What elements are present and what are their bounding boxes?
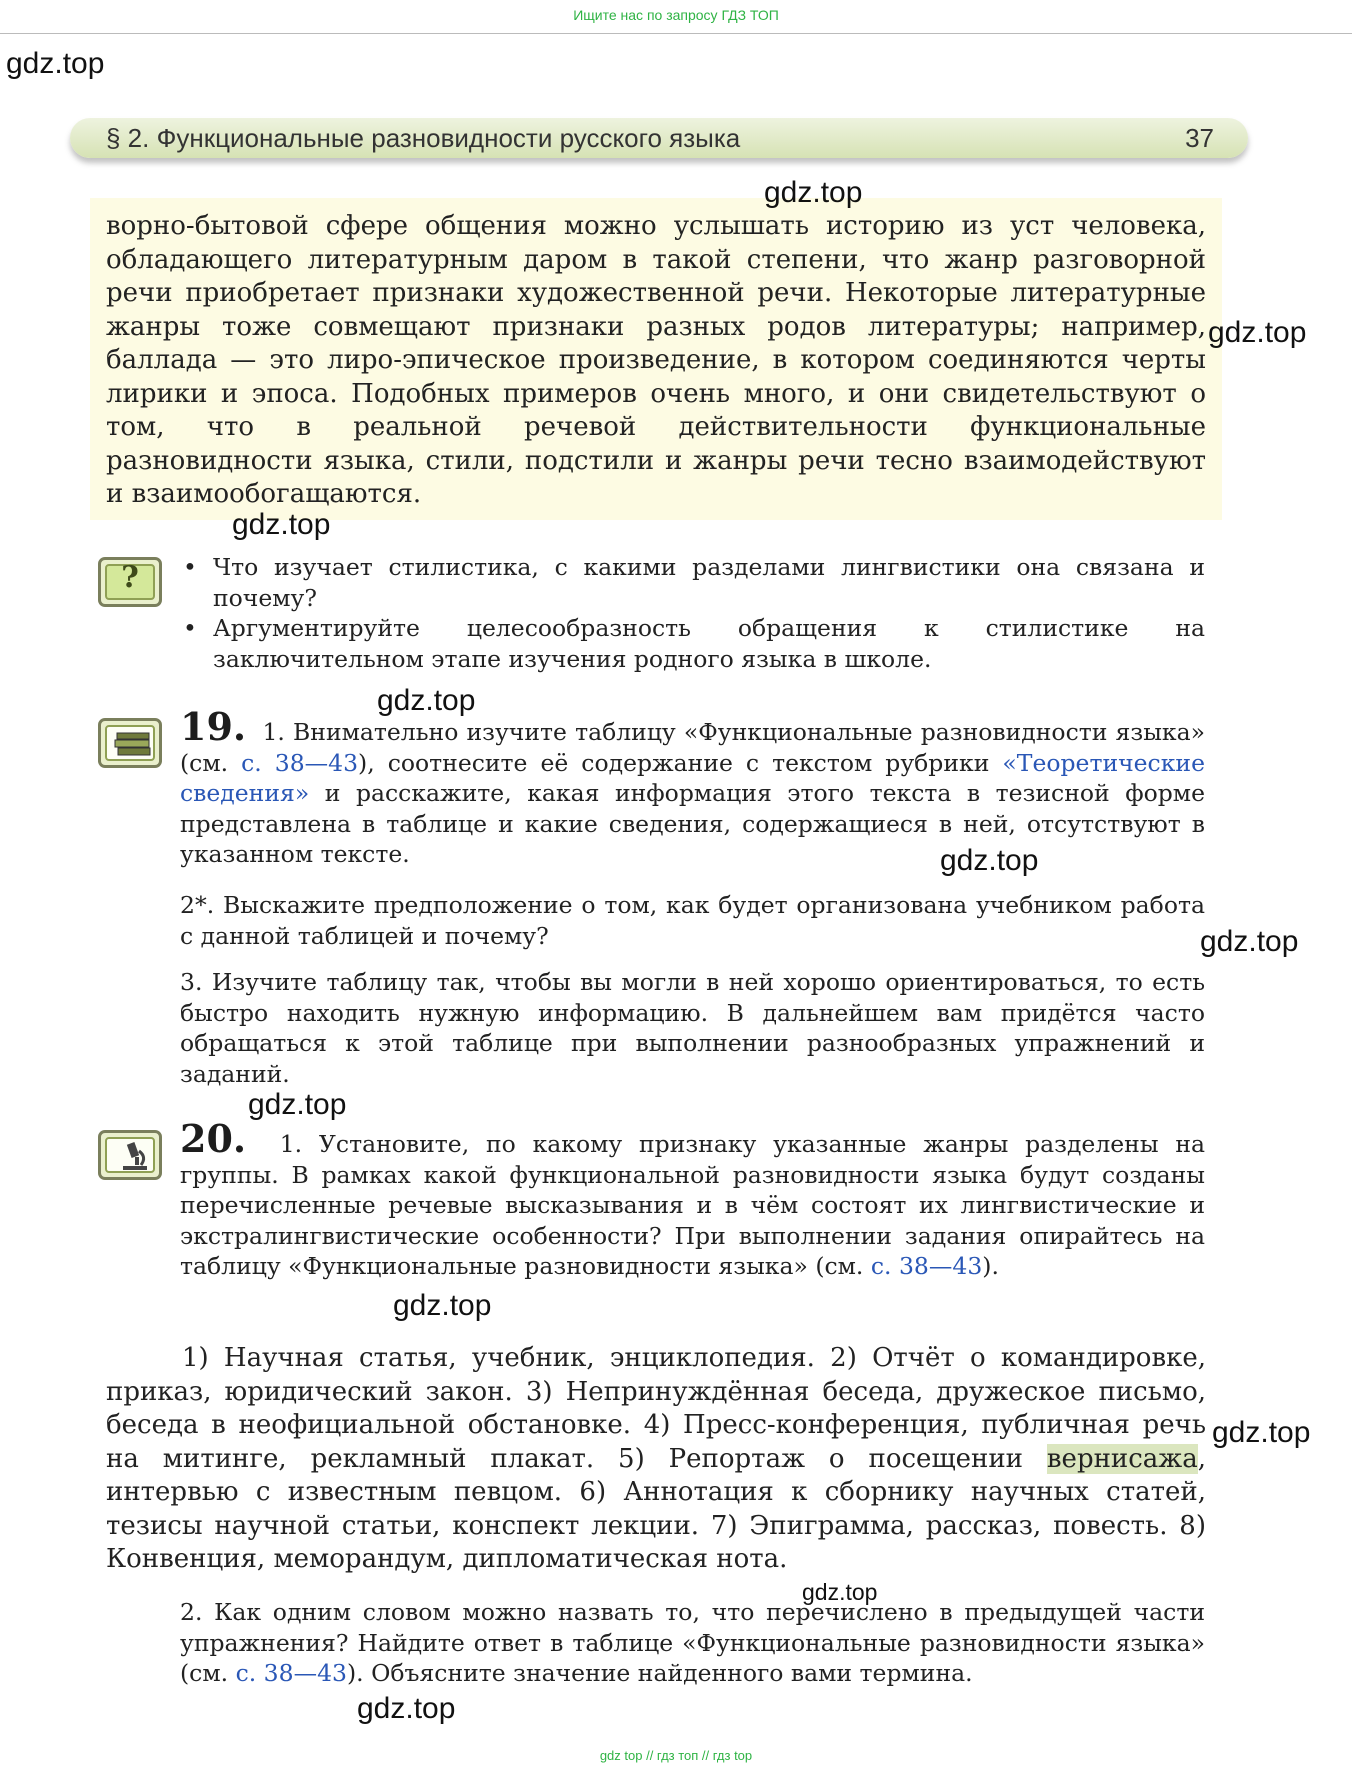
ex20-part1: 20. 1. Установите, по какому признаку указанные жанры разделены на группы. В рамках какой функциональной разновидности языка будут созданы перечисленные речевые высказывания и в чём состоят их лингвистические и экстралингвистические особенности? При выполнении задания опирайтесь на таблицу «Функциональные разновидности языка» (см. с. 38—43). [180, 1116, 1205, 1280]
page-number: 37 [1185, 123, 1214, 153]
watermark: gdz.top [377, 684, 476, 717]
watermark: gdz.top [1200, 925, 1299, 958]
watermark: gdz.top [357, 1692, 456, 1725]
ex19-number: 19. [180, 704, 247, 749]
watermark: gdz.top [6, 47, 105, 80]
theory-link[interactable]: «Теоретические сведения» [180, 748, 1205, 807]
intro-paragraph: ворно-бытовой сфере общения можно услышать историю из уст человека, обладающего литературным даром в такой степени, что жанр разговорной речи приобретает признаки художественной речи. Некоторые литературные жанры тоже совмещают признаки разных родов литературы; например, баллада — это лиро-эпическое произведение, в котором соединяются черты лирики и эпоса. Подобных примеров очень много, и они свидетельствуют о том, что в реальной речевой действительности функциональные разновидности языка, стили, подстили и жанры речи тесно взаимодействуют и взаимообогащаются. [106, 211, 1206, 509]
ex19-page-link[interactable]: с. 38—43 [241, 748, 359, 777]
highlighted-word: вернисажа [1046, 1443, 1198, 1474]
watermark: gdz.top [393, 1289, 492, 1322]
ex19-part3: 3. Изучите таблицу так, чтобы вы могли в ней хорошо ориентироваться, то есть быстро находить нужную информацию. В дальнейшем вам придётся часто обращаться к этой таблице при выполнении разнообразных упражнений и заданий. [180, 968, 1205, 1088]
watermark: gdz.top [940, 844, 1039, 877]
genres-list: 1) Научная статья, учебник, энциклопедия. 2) Отчёт о командировке, приказ, юридический закон. 3) Непринуждённая беседа, дружеское письмо, беседа в неофициальной обстановке. 4) Пресс-конференция, публичная речь на митинге, рекламный плакат. 5) Репортаж о посещении вернисажа, интервью с известным певцом. 6) Аннотация к сборнику научных статей, тезисы научной статьи, конспект лекции. 7) Эпиграмма, рассказ, повесть. 8) Конвенция, меморандум, дипломатическая нота. [106, 1343, 1206, 1574]
ex20-part2: 2. Как одним словом можно назвать то, что перечислено в предыдущей части упражнения? Найдите ответ в таблице «Функциональные разновидности языка» (см. с. 38—43). Объясните значение найденного вами термина. [180, 1598, 1205, 1687]
question-item: • Аргументируйте целесообразность обращения к стилистике на заключительном этапе изучения родного языка в школе. [183, 613, 1205, 674]
books-icon [98, 718, 162, 768]
ex19-part1: 19. 1. Внимательно изучите таблицу «Функциональные разновидности языка» (см. с. 38—43), соотнесите её содержание с текстом рубрики «Теоретические сведения» и расскажите, какая информация этого текста в тезисной форме представлена в таблице и какие сведения, содержащиеся в ней, отсутствуют в указанном тексте. [180, 704, 1205, 868]
ex20-page-link-2[interactable]: с. 38—43 [235, 1659, 347, 1687]
section-title: § 2. Функциональные разновидности русского языка [106, 123, 741, 153]
question-icon: ? [98, 557, 162, 607]
watermark: gdz.top [802, 1579, 878, 1605]
watermark: gdz.top [232, 508, 331, 541]
ex20-page-link[interactable]: с. 38—43 [870, 1252, 983, 1280]
footer-links[interactable]: gdz top // гдз топ // гдз top [599, 1748, 753, 1763]
questions-list [183, 552, 1205, 674]
page-header [70, 118, 1248, 158]
microscope-icon [98, 1130, 162, 1180]
watermark: gdz.top [1212, 1416, 1311, 1449]
watermark: gdz.top [248, 1088, 347, 1121]
ex20-number: 20. [180, 1116, 247, 1161]
top-banner[interactable]: Ищите нас по запросу ГДЗ ТОП [0, 0, 1352, 34]
question-item: • Что изучает стилистика, с какими разделами лингвистики она связана и почему? [183, 552, 1205, 613]
watermark: gdz.top [1208, 316, 1307, 349]
ex19-part2: 2*. Выскажите предположение о том, как будет организована учебником работа с данной таблицей и почему? [180, 891, 1205, 950]
watermark: gdz.top [764, 176, 863, 209]
